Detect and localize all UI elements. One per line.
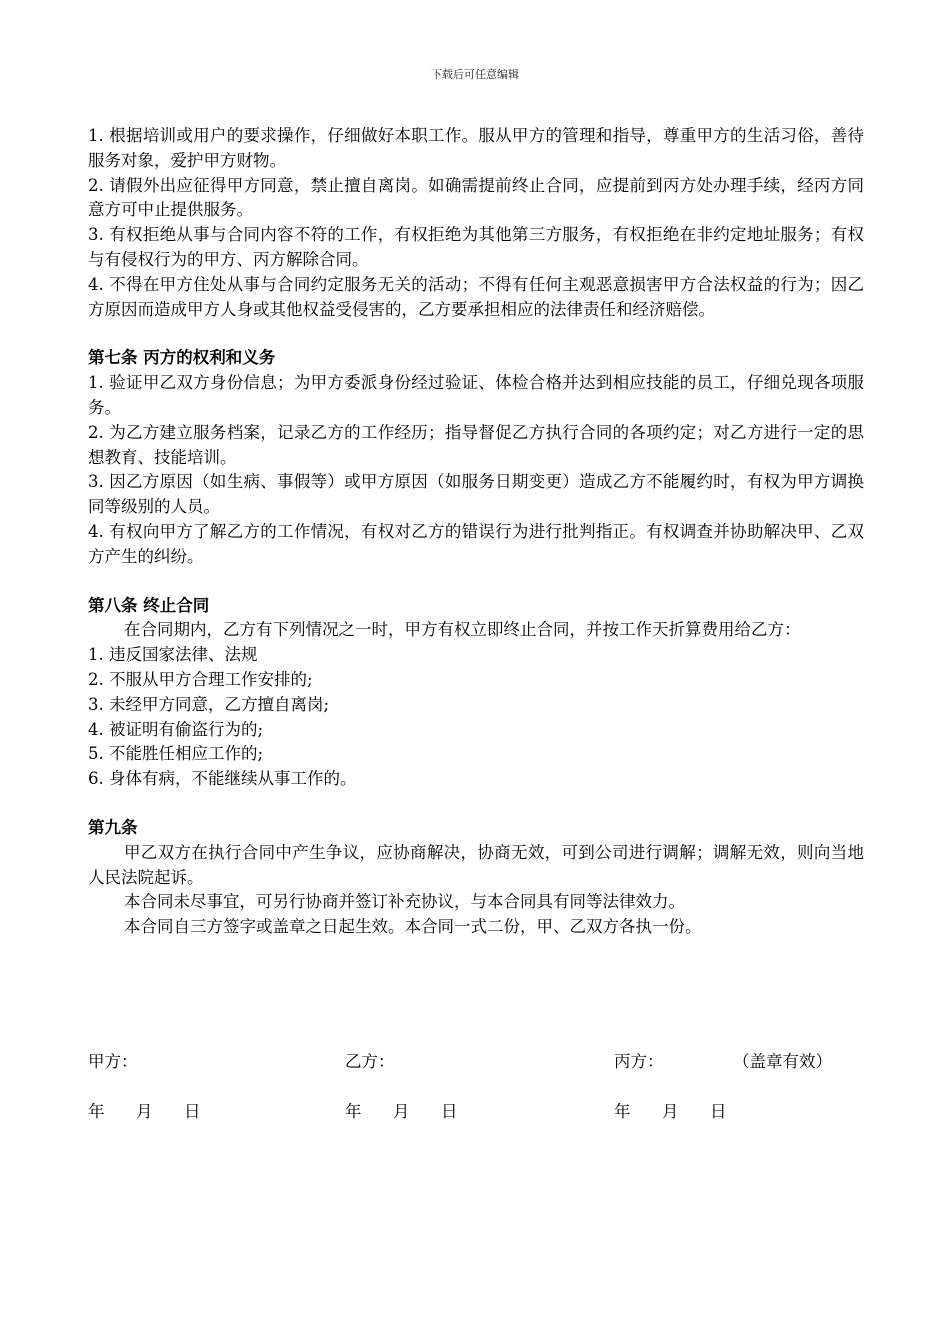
spacer [88,792,864,816]
party-c-signature-label: 丙方： [614,1052,664,1071]
spacer [88,322,864,346]
section9-paragraph-1: 甲乙双方在执行合同中产生争议，应协商解决，协商无效，可到公司进行调解；调解无效，则向当地人民法院起诉。 [88,842,864,887]
section7-item-2: 2. 为乙方建立服务档案，记录乙方的工作经历；指导督促乙方执行合同的各项约定；对乙方进行一定的思想教育、技能培训。 [88,422,864,467]
section6-item-1: 1. 根据培训或用户的要求操作，仔细做好本职工作。服从甲方的管理和指导，尊重甲方的生活习俗，善待服务对象，爱护甲方财物。 [88,126,864,170]
section6-item-4: 4. 不得在甲方住处从事与合同约定服务无关的活动；不得有任何主观恶意损害甲方合法权益的行为；因乙方原因而造成甲方人身或其他权益受侵害的，乙方要承担相应的法律责任和经济赔偿。 [88,274,864,319]
section6-item-3: 3. 有权拒绝从事与合同内容不符的工作，有权拒绝为其他第三方服务，有权拒绝在非约定地址服务；有权与有侵权行为的甲方、丙方解除合同。 [88,225,864,269]
party-b-signature-label: 乙方： [345,1052,395,1071]
section8-item-6: 6. 身体有病，不能继续从事工作的。 [88,769,357,789]
section9-paragraph-3: 本合同自三方签字或盖章之日起生效。本合同一式二份，甲、乙双方各执一份。 [124,917,702,937]
section8-item-4: 4. 被证明有偷盗行为的; [88,719,264,739]
section9-heading: 第九条 [88,817,138,837]
spacer [88,570,864,594]
section7-heading: 第七条 丙方的权利和义务 [88,348,276,368]
section8-item-5: 5. 不能胜任相应工作的; [88,744,264,764]
party-a-signature-label: 甲方： [88,1052,138,1071]
page-header: 下载后可任意编辑 [431,68,519,81]
party-b-date: 年 月 日 [345,1102,458,1121]
seal-note: （盖章有效） [733,1052,832,1071]
section7-item-3: 3. 因乙方原因（如生病、事假等）或甲方原因（如服务日期变更）造成乙方不能履约时，有权为甲方调换同等级别的人员。 [88,472,864,517]
section8-item-2: 2. 不服从甲方合理工作安排的; [88,669,313,689]
contract-body [88,124,864,940]
section9-paragraph-2: 本合同未尽事宜，可另行协商并签订补充协议，与本合同具有同等法律效力。 [124,892,685,912]
section8-item-1: 1. 违反国家法律、法规 [88,645,258,665]
section7-item-1: 1. 验证甲乙双方身份信息；为甲方委派身份经过验证、体检合格并达到相应技能的员工，仔细兑现各项服务。 [88,373,864,417]
section8-heading: 第八条 终止合同 [88,595,210,615]
party-c-date: 年 月 日 [614,1102,727,1121]
section6-item-2: 2. 请假外出应征得甲方同意，禁止擅自离岗。如确需提前终止合同，应提前到丙方处办理手续，经丙方同意方可中止提供服务。 [88,175,864,220]
section8-item-3: 3. 未经甲方同意，乙方擅自离岗; [88,694,330,714]
party-a-date: 年 月 日 [88,1102,201,1121]
section7-item-4: 4. 有权向甲方了解乙方的工作情况，有权对乙方的错误行为进行批判指正。有权调查并协助解决甲、乙双方产生的纠纷。 [88,521,864,566]
section8-intro: 在合同期内，乙方有下列情况之一时，甲方有权立即终止合同，并按工作天折算费用给乙方： [124,620,801,640]
